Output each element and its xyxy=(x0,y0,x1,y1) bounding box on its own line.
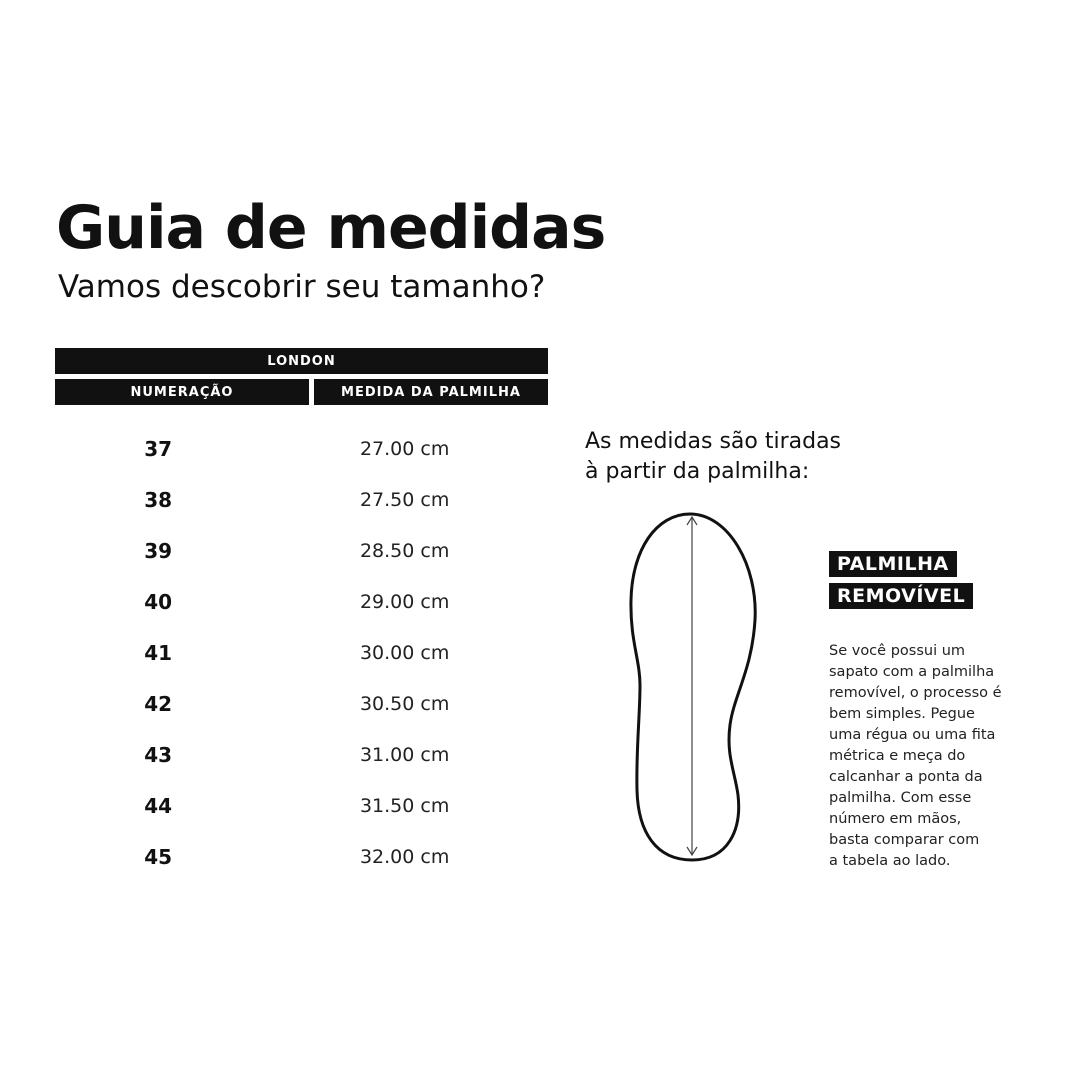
size-cell: 43 xyxy=(144,742,173,767)
note-heading-line: As medidas são tiradas xyxy=(585,429,842,454)
instruction-line: sapato com a palmilha xyxy=(829,664,995,680)
instruction-line: palmilha. Com esse xyxy=(829,790,972,806)
instruction-line: calcanhar a ponta da xyxy=(829,769,983,785)
measure-cell: 30.50 cm xyxy=(359,692,450,715)
column-header-size: NUMERAÇÃO xyxy=(55,379,309,405)
measure-cell: 29.00 cm xyxy=(359,590,450,613)
measure-cell: 27.00 cm xyxy=(359,437,450,460)
table-row xyxy=(55,780,548,831)
table-row xyxy=(55,423,548,474)
insole-outline xyxy=(631,514,755,860)
size-cell: 42 xyxy=(144,691,173,716)
size-cell: 37 xyxy=(144,436,173,461)
removable-insole-badge-line-2: REMOVÍVEL xyxy=(829,583,973,609)
table-row xyxy=(55,678,548,729)
measurement-instructions xyxy=(829,641,1049,872)
instruction-line: basta comparar com xyxy=(829,832,980,848)
instruction-line: número em mãos, xyxy=(829,811,962,827)
instruction-line: a tabela ao lado. xyxy=(829,853,951,869)
column-header-insole-length: MEDIDA DA PALMILHA xyxy=(314,379,548,405)
table-row xyxy=(55,627,548,678)
table-model-header: LONDON xyxy=(55,348,548,374)
measure-cell: 30.00 cm xyxy=(359,641,450,664)
table-row xyxy=(55,729,548,780)
size-cell: 44 xyxy=(144,793,173,818)
page-subtitle: Vamos descobrir seu tamanho? xyxy=(58,269,546,305)
table-body xyxy=(55,423,548,882)
table-row xyxy=(55,576,548,627)
measure-cell: 31.00 cm xyxy=(359,743,450,766)
size-cell: 41 xyxy=(144,640,173,665)
note-heading-line: à partir da palmilha: xyxy=(585,459,810,484)
measure-cell: 31.50 cm xyxy=(359,794,450,817)
measurement-note-heading xyxy=(585,427,841,487)
measure-cell: 28.50 cm xyxy=(359,539,450,562)
instruction-line: removível, o processo é xyxy=(829,685,1002,701)
table-row xyxy=(55,525,548,576)
instruction-line: bem simples. Pegue xyxy=(829,706,975,722)
size-cell: 39 xyxy=(144,538,173,563)
insole-outline-icon xyxy=(626,510,760,864)
instruction-line: Se você possui um xyxy=(829,643,966,659)
size-cell: 45 xyxy=(144,844,173,869)
double-arrow-icon xyxy=(687,517,697,855)
removable-insole-badge-line-1: PALMILHA xyxy=(829,551,957,577)
size-cell: 40 xyxy=(144,589,173,614)
page-title: Guia de medidas xyxy=(56,193,606,263)
measure-cell: 32.00 cm xyxy=(359,845,450,868)
instruction-line: uma régua ou uma fita xyxy=(829,727,996,743)
table-row xyxy=(55,831,548,882)
table-row xyxy=(55,474,548,525)
size-cell: 38 xyxy=(144,487,173,512)
measure-cell: 27.50 cm xyxy=(359,488,450,511)
instruction-line: métrica e meça do xyxy=(829,748,966,764)
